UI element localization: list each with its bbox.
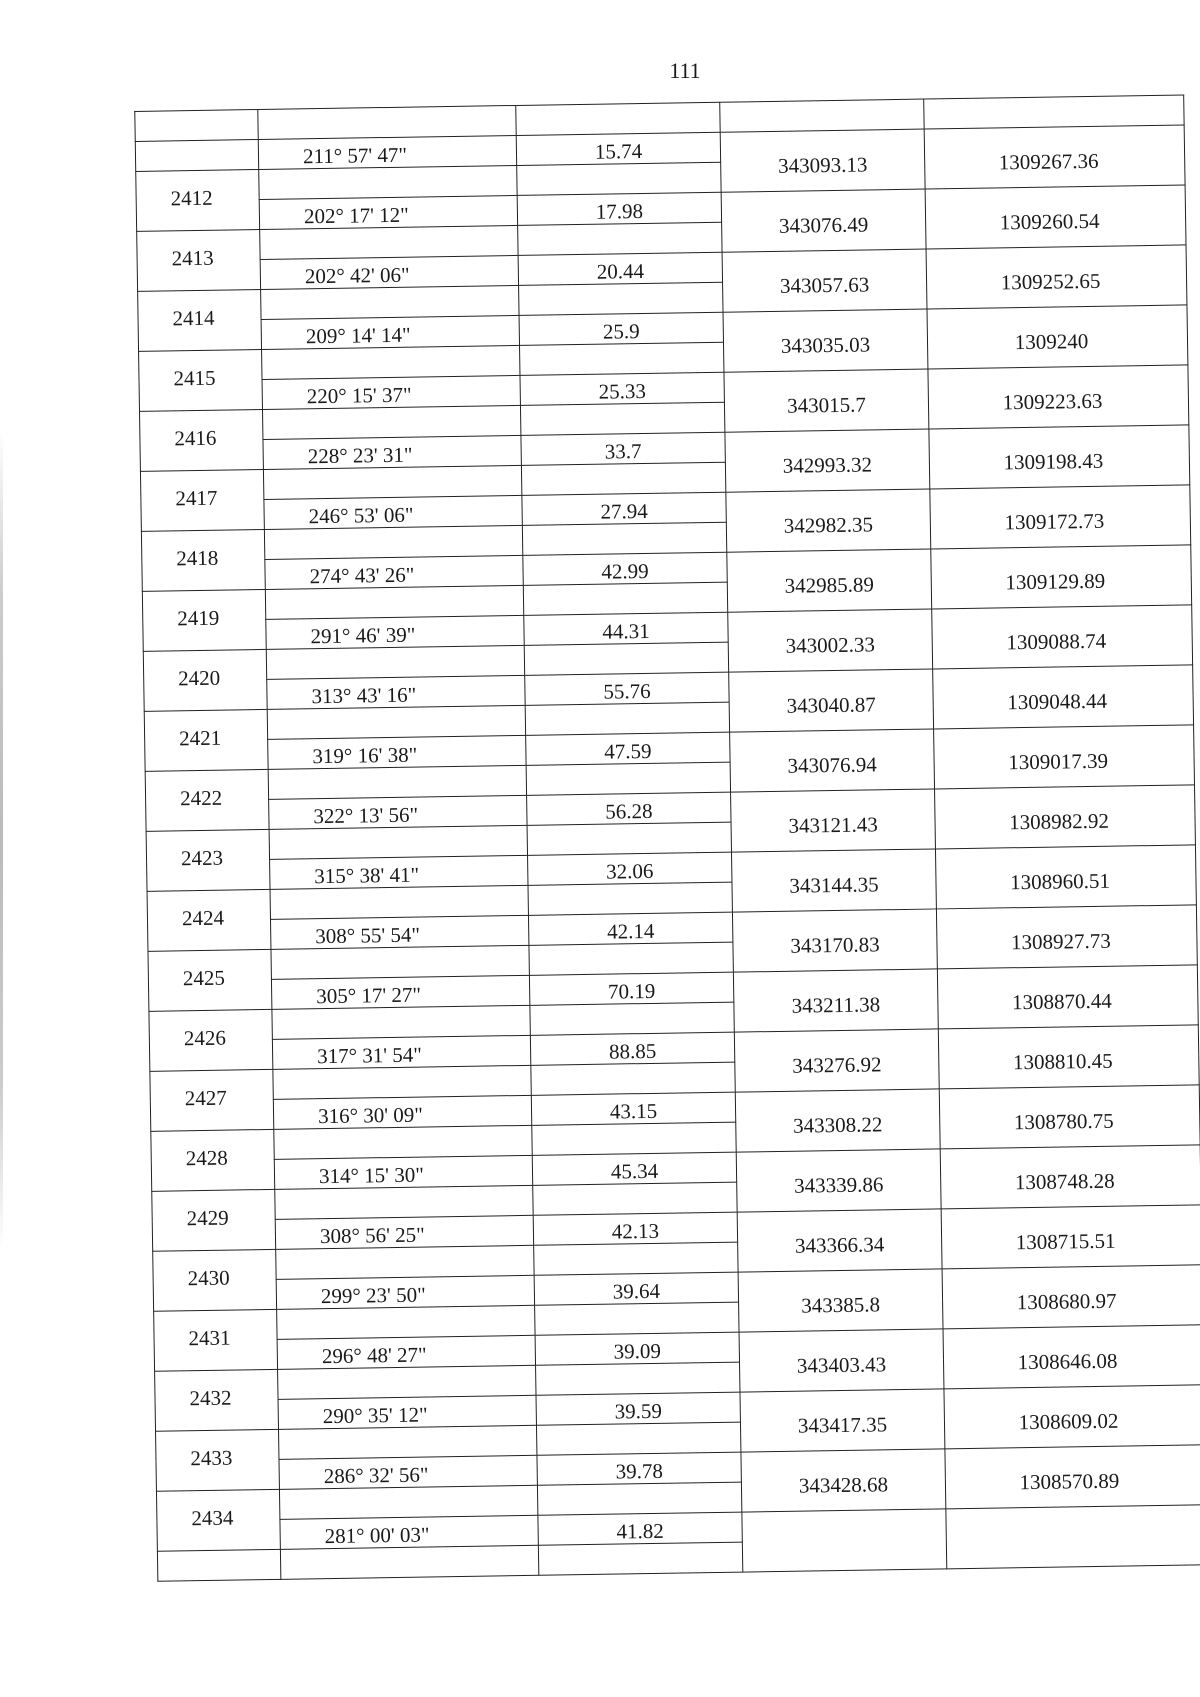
bearing-value: 291° 46' 39" (310, 622, 416, 649)
distance-cell (526, 732, 730, 765)
bearing-cell (279, 1485, 537, 1519)
x-cell (722, 249, 927, 312)
bearing-value: 305° 17' 27" (316, 982, 422, 1009)
y-coordinate: 1309198.43 (1003, 448, 1104, 475)
distance-cell (529, 972, 733, 1005)
x-cell (720, 129, 925, 192)
x-coordinate: 343170.83 (790, 932, 880, 958)
y-coordinate: 1308715.51 (1015, 1228, 1116, 1255)
distance-value: 39.78 (615, 1458, 664, 1484)
x-cell (735, 1089, 940, 1152)
point-cell (142, 589, 266, 651)
point-number: 2414 (172, 305, 215, 331)
distance-cell (517, 162, 721, 195)
bearing-cell (273, 1065, 531, 1099)
x-coordinate: 343076.94 (787, 752, 877, 778)
x-coordinate: 343035.03 (780, 332, 871, 358)
y-coordinate: 1309260.54 (999, 208, 1100, 235)
distance-cell (527, 792, 731, 825)
bearing-cell (279, 1455, 537, 1489)
bearing-cell (274, 1125, 532, 1159)
x-cell (723, 309, 928, 372)
distance-cell (536, 1392, 740, 1425)
bearing-cell (258, 135, 516, 169)
bearing-cell (260, 225, 518, 259)
distance-value: 15.74 (594, 138, 643, 164)
point-cell (151, 1129, 275, 1191)
point-cell (135, 140, 258, 172)
distance-cell (533, 1182, 737, 1215)
x-coordinate: 343002.33 (785, 632, 876, 658)
distance-cell (521, 462, 725, 495)
bearing-cell (266, 645, 524, 679)
y-cell (936, 905, 1197, 969)
bearing-value: 319° 16' 38" (312, 742, 418, 769)
x-cell (721, 189, 926, 252)
bearing-cell (263, 465, 521, 499)
bearing-cell (264, 495, 522, 529)
y-coordinate: 1308982.92 (1008, 808, 1110, 835)
bearing-cell (278, 1365, 536, 1399)
distance-cell (525, 672, 729, 705)
distance-cell (536, 1362, 740, 1395)
point-cell (136, 169, 260, 231)
x-coordinate: 343211.38 (791, 992, 881, 1018)
y-cell (925, 185, 1186, 249)
bearing-cell (262, 345, 520, 379)
y-cell (937, 965, 1198, 1029)
bearing-value: 286° 32' 56" (323, 1462, 429, 1489)
y-coordinate: 1309252.65 (1000, 268, 1101, 295)
empty-cell (280, 1545, 538, 1579)
point-number: 2418 (176, 545, 219, 571)
distance-cell (537, 1482, 741, 1515)
bearing-cell (268, 735, 526, 769)
point-cell (140, 409, 264, 471)
bearing-cell (270, 885, 528, 919)
point-cell (148, 949, 272, 1011)
point-number: 2434 (191, 1505, 234, 1531)
bearing-cell (259, 195, 517, 229)
distance-value: 45.34 (610, 1158, 659, 1184)
y-cell (930, 485, 1191, 549)
y-cell (945, 1445, 1200, 1509)
bearing-cell (261, 315, 519, 349)
distance-value: 33.7 (604, 439, 642, 464)
distance-value: 25.9 (602, 319, 640, 344)
point-cell (147, 889, 271, 951)
bearing-cell (269, 795, 527, 829)
distance-cell (532, 1152, 736, 1185)
y-cell (941, 1205, 1200, 1269)
distance-cell (531, 1062, 735, 1095)
point-cell (138, 289, 262, 351)
y-cell (934, 725, 1195, 789)
point-number: 2426 (183, 1025, 227, 1051)
bearing-cell (273, 1095, 531, 1129)
distance-cell (520, 402, 724, 435)
point-cell (156, 1489, 280, 1551)
point-number: 2425 (182, 965, 226, 991)
bearing-value: 315° 38' 41" (314, 862, 420, 889)
distance-cell (528, 912, 732, 945)
y-cell (946, 1505, 1200, 1569)
distance-value: 56.28 (605, 798, 653, 824)
y-coordinate: 1308870.44 (1011, 988, 1112, 1015)
y-cell (929, 425, 1190, 489)
bearing-cell (272, 1035, 530, 1069)
y-cell (939, 1085, 1200, 1149)
distance-value: 43.15 (609, 1098, 658, 1124)
bearing-cell (261, 285, 519, 319)
y-cell (933, 665, 1194, 729)
point-number: 2428 (185, 1145, 228, 1171)
point-cell (135, 110, 258, 142)
x-coordinate: 343076.49 (778, 212, 869, 238)
distance-cell (519, 312, 723, 345)
point-cell (149, 1009, 273, 1071)
bearing-cell (277, 1335, 535, 1369)
bearing-value: 296° 48' 27" (321, 1342, 427, 1369)
x-cell (736, 1149, 941, 1212)
bearing-cell (276, 1275, 534, 1309)
bearing-value: 209° 14' 14" (305, 322, 411, 349)
distance-value: 55.76 (603, 678, 651, 704)
distance-cell (516, 132, 720, 165)
x-coordinate: 343339.86 (793, 1172, 884, 1198)
distance-cell (520, 342, 724, 375)
bearing-cell (270, 855, 528, 889)
y-cell (943, 1325, 1200, 1389)
distance-value: 25.33 (598, 378, 647, 404)
point-cell (154, 1309, 278, 1371)
point-cell (141, 529, 265, 591)
point-number: 2413 (171, 245, 214, 271)
distance-value: 70.19 (607, 978, 656, 1004)
distance-cell (537, 1452, 741, 1485)
point-cell (139, 349, 263, 411)
x-coordinate: 343366.34 (794, 1232, 885, 1258)
distance-cell (529, 942, 733, 975)
distance-cell (528, 852, 732, 885)
distance-cell (532, 1122, 736, 1155)
distance-value: 20.44 (596, 258, 645, 284)
distance-cell (518, 222, 722, 255)
bearing-value: 322° 13' 56" (313, 802, 419, 829)
x-coordinate: 342985.89 (784, 572, 875, 598)
empty-cell (538, 1542, 742, 1575)
distance-value: 17.98 (595, 198, 644, 224)
y-cell (940, 1145, 1200, 1209)
point-cell (145, 769, 269, 831)
distance-cell (522, 492, 726, 525)
x-cell (740, 1389, 945, 1452)
x-cell (731, 789, 936, 852)
bearing-value: 299° 23' 50" (320, 1282, 426, 1309)
bearing-value: 202° 42' 06" (304, 262, 410, 289)
point-number: 2420 (178, 665, 221, 691)
y-coordinate: 1309267.36 (998, 148, 1099, 175)
x-cell (726, 489, 931, 552)
distance-value: 42.13 (611, 1218, 660, 1244)
distance-cell (534, 1242, 738, 1275)
y-coordinate: 1309172.73 (1004, 508, 1105, 535)
bearing-cell (259, 165, 517, 199)
distance-value: 42.14 (606, 918, 655, 944)
distance-cell (521, 432, 725, 465)
y-coordinate: 1308810.45 (1012, 1048, 1113, 1075)
bearing-cell (270, 915, 528, 949)
x-coordinate: 343385.8 (801, 1292, 881, 1318)
x-coordinate: 343121.43 (788, 812, 878, 838)
bearing-cell (265, 585, 523, 619)
distance-value: 47.59 (604, 738, 652, 764)
y-coordinate: 1309088.74 (1006, 628, 1107, 655)
point-cell (155, 1369, 279, 1431)
scan-margin-shadow (0, 430, 3, 1250)
y-coordinate: 1308748.28 (1014, 1168, 1115, 1195)
distance-cell (522, 522, 726, 555)
distance-value: 32.06 (605, 858, 654, 884)
y-coordinate: 1308609.02 (1018, 1408, 1119, 1435)
bearing-value: 290° 35' 12" (322, 1402, 428, 1429)
distance-value: 42.99 (601, 558, 649, 584)
y-coordinate: 1308646.08 (1017, 1348, 1118, 1375)
bearing-cell (268, 765, 526, 799)
x-coordinate: 343040.87 (786, 692, 877, 718)
bearing-cell (279, 1425, 537, 1459)
x-cell (720, 99, 924, 132)
empty-cell (157, 1549, 280, 1581)
bearing-cell (263, 435, 521, 469)
x-coordinate: 343308.22 (792, 1112, 883, 1138)
point-number: 2417 (175, 485, 218, 511)
y-coordinate: 1308927.73 (1010, 928, 1111, 955)
bearing-value: 228° 23' 31" (307, 442, 413, 469)
y-cell (935, 785, 1196, 849)
y-cell (927, 305, 1188, 369)
point-number: 2423 (180, 845, 224, 871)
distance-cell (516, 102, 720, 135)
x-coordinate: 343144.35 (789, 872, 879, 898)
point-cell (137, 229, 261, 291)
x-coordinate: 343093.13 (777, 152, 868, 178)
bearing-cell (278, 1395, 536, 1429)
bearing-value: 308° 56' 25" (319, 1222, 425, 1249)
x-coordinate: 343276.92 (792, 1052, 882, 1078)
x-cell (732, 909, 937, 972)
y-cell (924, 125, 1185, 189)
y-coordinate: 1309017.39 (1008, 748, 1109, 775)
point-number: 2424 (181, 905, 225, 931)
distance-cell (518, 252, 722, 285)
bearing-value: 317° 31' 54" (316, 1042, 423, 1069)
y-cell (944, 1385, 1200, 1449)
bearing-cell (267, 675, 525, 709)
y-coordinate: 1308570.89 (1019, 1468, 1120, 1495)
x-coordinate: 342993.32 (782, 452, 873, 478)
distance-cell (533, 1212, 737, 1245)
point-number: 2427 (184, 1085, 227, 1111)
distance-cell (517, 192, 721, 225)
bearing-cell (262, 405, 520, 439)
distance-cell (523, 552, 727, 585)
survey-table-body (135, 95, 1200, 1581)
distance-value: 44.31 (602, 618, 650, 644)
distance-cell (531, 1092, 735, 1125)
x-cell (734, 1029, 939, 1092)
bearing-value: 313° 43' 16" (311, 682, 417, 709)
y-cell (935, 845, 1196, 909)
x-coordinate: 343417.35 (797, 1412, 888, 1438)
distance-value: 41.82 (616, 1518, 664, 1544)
bearing-cell (265, 555, 523, 589)
point-number: 2416 (174, 425, 217, 451)
survey-sheet (134, 95, 1157, 1611)
point-cell (156, 1429, 280, 1491)
bearing-value: 220° 15' 37" (306, 382, 412, 409)
x-cell (727, 549, 932, 612)
point-cell (146, 829, 270, 891)
bearing-cell (262, 375, 520, 409)
x-cell (733, 969, 938, 1032)
distance-cell (524, 612, 728, 645)
y-cell (938, 1025, 1199, 1089)
y-cell (931, 545, 1192, 609)
distance-cell (520, 372, 724, 405)
distance-cell (527, 822, 731, 855)
y-cell (942, 1265, 1200, 1329)
distance-value: 27.94 (600, 498, 648, 524)
point-cell (153, 1249, 277, 1311)
x-cell (738, 1269, 943, 1332)
point-number: 2430 (187, 1265, 230, 1291)
distance-cell (534, 1272, 738, 1305)
distance-cell (536, 1422, 740, 1455)
y-coordinate: 1308960.51 (1009, 868, 1111, 895)
y-coordinate: 1309048.44 (1007, 688, 1108, 715)
point-cell (143, 649, 267, 711)
distance-value: 39.09 (613, 1338, 662, 1364)
bearing-value: 281° 00' 03" (324, 1522, 430, 1549)
x-coordinate: 343057.63 (779, 272, 870, 298)
x-cell (741, 1449, 946, 1512)
point-number: 2415 (173, 365, 216, 391)
y-cell (926, 245, 1187, 309)
distance-cell (535, 1332, 739, 1365)
point-cell (144, 709, 268, 771)
y-cell (932, 605, 1193, 669)
bearing-value: 308° 55' 54" (315, 922, 421, 949)
distance-cell (528, 882, 732, 915)
bearing-cell (277, 1305, 535, 1339)
y-coordinate: 1309129.89 (1005, 568, 1106, 595)
bearing-value: 274° 43' 26" (309, 562, 415, 589)
x-coordinate: 343015.7 (786, 392, 867, 418)
distance-value: 88.85 (608, 1038, 657, 1064)
distance-value: 39.59 (614, 1398, 663, 1424)
point-number: 2433 (190, 1445, 233, 1471)
bearing-cell (274, 1155, 532, 1189)
bearing-value: 314° 15' 30" (318, 1162, 424, 1189)
x-coordinate: 342982.35 (783, 512, 874, 538)
x-cell (730, 729, 935, 792)
point-number: 2432 (189, 1385, 232, 1411)
bearing-cell (258, 105, 516, 139)
distance-cell (525, 702, 729, 735)
y-coordinate: 1308680.97 (1016, 1288, 1117, 1315)
x-cell (729, 669, 934, 732)
bearing-cell (271, 975, 529, 1009)
bearing-value: 246° 53' 06" (308, 502, 414, 529)
point-number: 2429 (186, 1205, 229, 1231)
y-cell (924, 95, 1184, 129)
point-number: 2422 (179, 785, 223, 811)
bearing-cell (275, 1215, 533, 1249)
distance-cell (519, 282, 723, 315)
bearing-cell (264, 525, 522, 559)
bearing-value: 211° 57' 47" (302, 142, 408, 169)
x-cell (724, 369, 929, 432)
point-number: 2431 (188, 1325, 231, 1351)
x-cell (728, 609, 933, 672)
distance-value: 39.64 (612, 1278, 661, 1304)
distance-cell (538, 1512, 742, 1545)
x-coordinate: 343428.68 (798, 1472, 889, 1498)
bearing-value: 316° 30' 09" (317, 1102, 424, 1129)
distance-cell (535, 1302, 739, 1335)
page-number: 111 (669, 58, 701, 83)
bearing-value: 202° 17' 12" (303, 202, 409, 229)
bearing-cell (266, 615, 524, 649)
bearing-cell (276, 1245, 534, 1279)
point-number: 2421 (178, 725, 222, 751)
y-coordinate: 1308780.75 (1013, 1108, 1114, 1135)
x-cell (725, 429, 930, 492)
point-cell (152, 1189, 276, 1251)
distance-cell (530, 1002, 734, 1035)
x-cell (742, 1509, 947, 1572)
bearing-cell (269, 825, 527, 859)
y-coordinate: 1309223.63 (1002, 388, 1103, 415)
bearing-cell (271, 945, 529, 979)
point-number: 2412 (170, 185, 213, 211)
x-cell (739, 1329, 944, 1392)
y-cell (928, 365, 1189, 429)
point-cell (140, 469, 264, 531)
survey-table (134, 94, 1200, 1581)
x-cell (731, 849, 936, 912)
y-coordinate: 1309240 (1014, 328, 1089, 355)
distance-cell (524, 642, 728, 675)
distance-cell (526, 762, 730, 795)
point-number: 2419 (177, 605, 220, 631)
bearing-cell (267, 705, 525, 739)
distance-cell (530, 1032, 734, 1065)
distance-cell (523, 582, 727, 615)
bearing-cell (260, 255, 518, 289)
x-coordinate: 343403.43 (796, 1352, 887, 1378)
bearing-cell (280, 1515, 538, 1549)
x-cell (737, 1209, 942, 1272)
bearing-cell (272, 1005, 530, 1039)
point-cell (150, 1069, 274, 1131)
bearing-cell (275, 1185, 533, 1219)
